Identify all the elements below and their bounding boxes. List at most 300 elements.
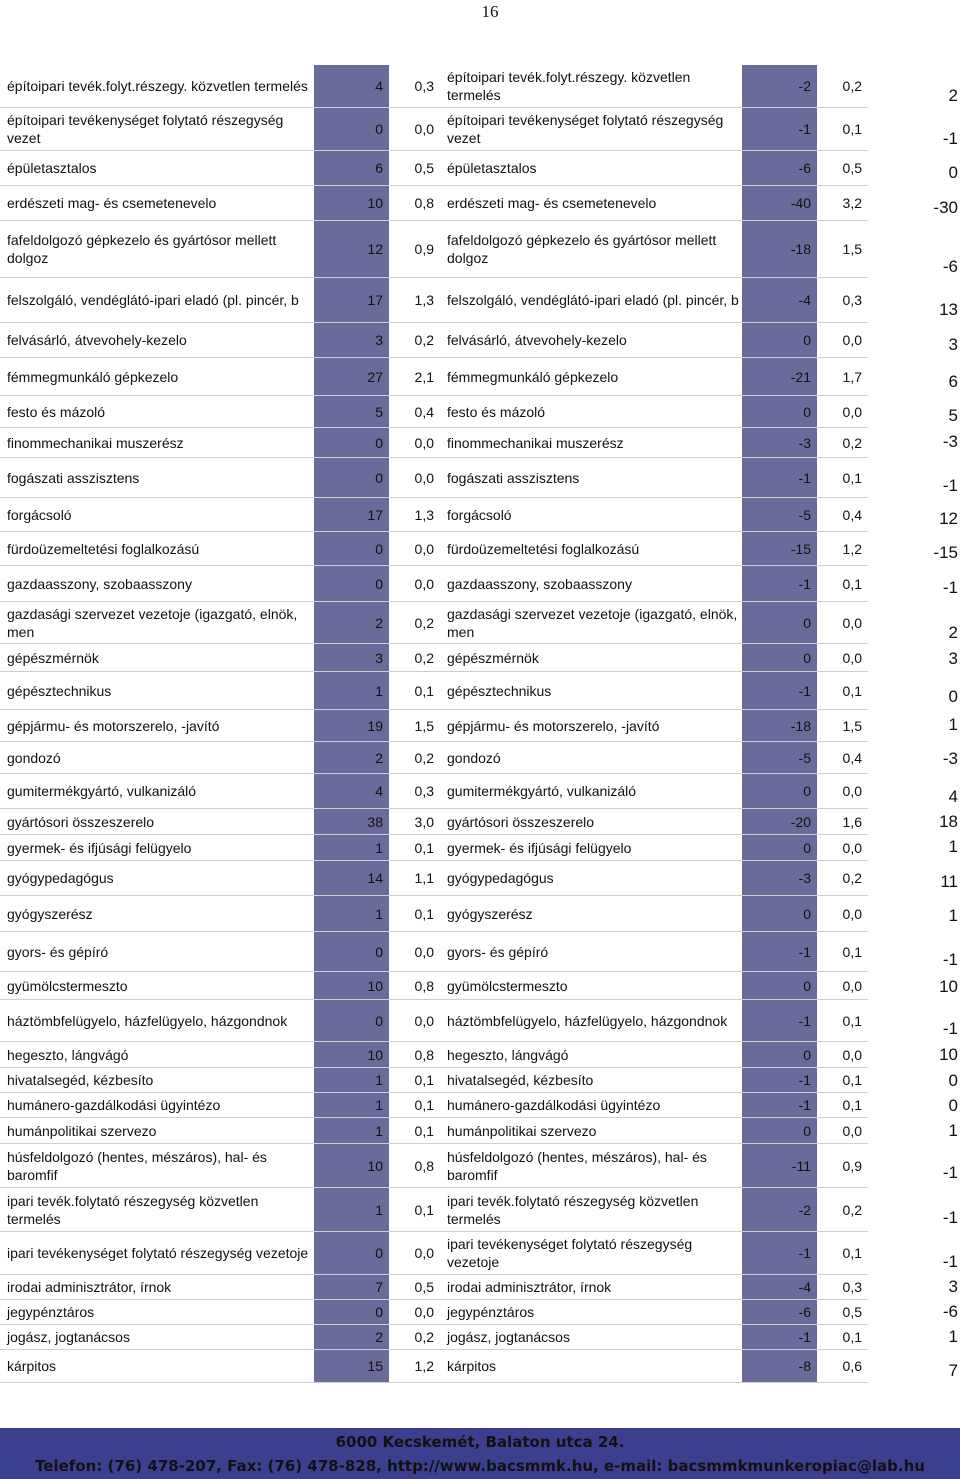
count-value: -1	[742, 1000, 817, 1041]
occupation-name: kárpitos	[447, 1358, 497, 1374]
occupation-name: kárpitos	[7, 1358, 57, 1374]
extra-value: 1	[948, 837, 958, 856]
count-value: -3	[742, 861, 817, 895]
left-table-row	[0, 1093, 440, 1118]
occupation-name: hegeszto, lángvágó	[447, 1046, 569, 1063]
occupation-name: humánero-gazdálkodási ügyintézo	[447, 1097, 661, 1113]
count-value: 3	[314, 644, 389, 671]
occupation-name: jegypénztáros	[447, 1304, 535, 1320]
percent-value: 0,0	[842, 1046, 862, 1063]
right-table-row	[440, 1068, 868, 1093]
count-value: -1	[742, 566, 817, 601]
percent-value: 0,1	[414, 1201, 434, 1218]
count-value: 1	[314, 1093, 389, 1117]
occupation-name: fafeldolgozó gépkezelo és gyártósor mellett dolgoz	[7, 232, 277, 266]
occupation-name: gumitermékgyártó, vulkanizáló	[7, 783, 197, 799]
left-table-row	[0, 396, 440, 428]
extra-value: -1	[942, 1208, 958, 1227]
extra-value: 18	[939, 812, 958, 831]
right-table-row	[440, 221, 868, 278]
count-value: 38	[314, 809, 389, 834]
occupation-name: ipari tevékenységet folytató részegység vezetoje	[7, 1245, 309, 1261]
left-table-row	[0, 602, 440, 644]
percent-value: 3,0	[414, 813, 434, 830]
percent-value: 0,0	[842, 403, 862, 420]
percent-value: 0,1	[842, 682, 862, 699]
right-table-row	[440, 1144, 868, 1188]
count-value: 0	[314, 932, 389, 971]
count-value: -8	[742, 1350, 817, 1382]
left-table-row	[0, 835, 440, 861]
occupation-name: gyártósori összeszerelo	[7, 813, 155, 830]
occupation-name: fémmegmunkáló gépkezelo	[447, 368, 619, 385]
percent-value: 1,3	[414, 506, 434, 523]
count-value: 1	[314, 896, 389, 931]
count-value: 0	[742, 896, 817, 931]
count-value: 17	[314, 498, 389, 531]
occupation-name: ipari tevék.folytató részegység közvetlen termelés	[447, 1192, 699, 1227]
extra-value: 3	[948, 335, 958, 354]
occupation-name: felvásárló, átvevohely-kezelo	[7, 332, 187, 348]
percent-value: 0,1	[414, 1072, 434, 1088]
count-value: -18	[742, 710, 817, 741]
occupation-name: fogászati asszisztens	[447, 469, 580, 486]
percent-value: 0,1	[414, 1097, 434, 1113]
count-value: -15	[742, 532, 817, 565]
occupation-name: hegeszto, lángvágó	[7, 1046, 129, 1063]
left-table-row	[0, 221, 440, 278]
right-table-row	[440, 428, 868, 458]
percent-value: 0,0	[842, 649, 862, 666]
percent-value: 0,2	[414, 1329, 434, 1345]
occupation-name: építoipari tevék.folyt.részegy. közvetlen termelés	[7, 78, 308, 94]
left-table-row	[0, 742, 440, 774]
left-table-row	[0, 1144, 440, 1188]
occupation-name: gondozó	[447, 749, 501, 766]
extra-value: 1	[948, 1327, 958, 1346]
percent-value: 0,5	[414, 1279, 434, 1295]
occupation-name: finommechanikai muszerész	[447, 434, 624, 451]
percent-value: 0,1	[842, 1012, 862, 1029]
percent-value: 0,0	[414, 469, 434, 486]
occupation-name: épületasztalos	[7, 160, 97, 176]
occupation-name: húsfeldolgozó (hentes, mészáros), hal- és baromfif	[7, 1148, 267, 1183]
left-table-row	[0, 644, 440, 672]
count-value: 2	[314, 742, 389, 773]
left-table-row	[0, 809, 440, 835]
count-value: -1	[742, 108, 817, 150]
extra-value: 6	[948, 372, 958, 391]
right-table-row	[440, 710, 868, 742]
percent-value: 0,1	[842, 1072, 862, 1088]
count-value: -21	[742, 358, 817, 395]
left-table-row	[0, 774, 440, 809]
count-value: -6	[742, 151, 817, 185]
percent-value: 0,2	[414, 649, 434, 666]
percent-value: 0,8	[414, 977, 434, 994]
count-value: 14	[314, 861, 389, 895]
count-value: 27	[314, 358, 389, 395]
extra-value: 4	[948, 787, 958, 806]
extra-value: -6	[942, 1302, 958, 1321]
left-table-row	[0, 566, 440, 602]
count-value: -5	[742, 498, 817, 531]
occupation-name: gépjármu- és motorszerelo, -javító	[447, 717, 660, 734]
count-value: 0	[742, 774, 817, 808]
percent-value: 1,1	[414, 870, 434, 886]
count-value: 0	[314, 108, 389, 150]
extra-value: -3	[942, 749, 958, 768]
occupation-name: gépésztechnikus	[7, 682, 112, 699]
occupation-name: gépészmérnök	[7, 649, 99, 666]
occupation-name: fürdoüzemeltetési foglalkozású	[7, 540, 200, 557]
count-value: 0	[742, 1118, 817, 1143]
extra-value: -3	[942, 432, 958, 451]
occupation-name: jogász, jogtanácsos	[7, 1329, 130, 1345]
occupation-name: irodai adminisztrátor, írnok	[447, 1279, 612, 1295]
percent-value: 0,0	[414, 1245, 434, 1261]
count-value: 2	[314, 602, 389, 643]
right-table-row	[440, 566, 868, 602]
right-table-row	[440, 835, 868, 861]
count-value: 0	[742, 1042, 817, 1067]
occupation-name: fémmegmunkáló gépkezelo	[7, 368, 179, 385]
occupation-name: húsfeldolgozó (hentes, mészáros), hal- és baromfif	[447, 1148, 707, 1183]
percent-value: 0,1	[842, 1329, 862, 1345]
left-table-row	[0, 1350, 440, 1383]
percent-value: 0,2	[414, 614, 434, 631]
percent-value: 0,3	[842, 1279, 862, 1295]
right-table-row	[440, 323, 868, 358]
percent-value: 1,2	[842, 540, 862, 557]
count-value: -5	[742, 742, 817, 773]
percent-value: 1,7	[842, 368, 862, 385]
occupation-name: festo és mázoló	[447, 403, 546, 420]
extra-value: -1	[942, 476, 958, 495]
extra-value: 10	[939, 977, 958, 996]
count-value: 0	[314, 1300, 389, 1324]
left-table-row	[0, 108, 440, 151]
right-table-row	[440, 1325, 868, 1350]
left-table-row	[0, 972, 440, 1000]
occupation-name: ipari tevék.folytató részegység közvetlen termelés	[7, 1192, 259, 1227]
count-value: -6	[742, 1300, 817, 1324]
occupation-name: festo és mázoló	[7, 403, 106, 420]
count-value: 1	[314, 1118, 389, 1143]
left-table-row	[0, 532, 440, 566]
occupation-name: gépjármu- és motorszerelo, -javító	[7, 717, 220, 734]
occupation-name: gazdasági szervezet vezetoje (igazgató, elnök, men	[7, 605, 298, 640]
percent-value: 0,1	[842, 575, 862, 592]
right-table-row	[440, 1118, 868, 1144]
right-table-row	[440, 932, 868, 972]
percent-value: 1,5	[414, 717, 434, 734]
right-table-row	[440, 498, 868, 532]
count-value: 6	[314, 151, 389, 185]
occupation-name: erdészeti mag- és csemetenevelo	[447, 195, 657, 211]
footer-contact: Telefon: (76) 478-207, Fax: (76) 478-828, http://www.bacsmmk.hu, e-mail: bacsmmkmunkeropiac@lab.hu	[35, 1457, 925, 1475]
right-table-row	[440, 458, 868, 498]
percent-value: 0,2	[842, 434, 862, 451]
extra-value: 2	[948, 623, 958, 642]
percent-value: 1,5	[842, 241, 862, 257]
occupation-name: forgácsoló	[447, 506, 512, 523]
occupation-name: háztömbfelügyelo, házfelügyelo, házgondnok	[447, 1012, 728, 1029]
occupation-name: gyógyszerész	[447, 905, 533, 922]
occupation-name: gyümölcstermeszto	[7, 977, 128, 994]
percent-value: 0,0	[414, 943, 434, 960]
percent-value: 0,1	[414, 905, 434, 922]
occupation-name: felszolgáló, vendéglátó-ipari eladó (pl. pincér, b	[447, 292, 739, 308]
occupation-name: gondozó	[7, 749, 61, 766]
extra-value: 0	[948, 687, 958, 706]
extra-value: -1	[942, 578, 958, 597]
extra-value: 3	[948, 1277, 958, 1296]
count-value: 2	[314, 1325, 389, 1349]
count-value: 4	[314, 65, 389, 107]
occupation-name: humánero-gazdálkodási ügyintézo	[7, 1097, 221, 1113]
count-value: -1	[742, 1068, 817, 1092]
count-value: 0	[742, 835, 817, 860]
count-value: -11	[742, 1144, 817, 1187]
percent-value: 0,0	[414, 540, 434, 557]
count-value: 12	[314, 221, 389, 277]
occupation-name: gazdaasszony, szobaasszony	[447, 575, 632, 592]
occupation-name: gyümölcstermeszto	[447, 977, 568, 994]
percent-value: 0,0	[842, 839, 862, 856]
count-value: 1	[314, 1188, 389, 1231]
percent-value: 0,4	[414, 403, 434, 420]
count-value: 1	[314, 1068, 389, 1092]
occupation-name: gyógypedagógus	[7, 870, 114, 886]
percent-value: 0,0	[842, 905, 862, 922]
occupation-name: ipari tevékenységet folytató részegység vezetoje	[447, 1236, 693, 1270]
percent-value: 0,1	[842, 1097, 862, 1113]
percent-value: 0,9	[842, 1157, 862, 1174]
percent-value: 1,6	[842, 813, 862, 830]
right-table-row	[440, 861, 868, 896]
occupation-name: fogászati asszisztens	[7, 469, 140, 486]
count-value: -4	[742, 1275, 817, 1299]
right-table-row	[440, 186, 868, 221]
percent-value: 0,0	[414, 1304, 434, 1320]
occupation-name: gazdasági szervezet vezetoje (igazgató, elnök, men	[447, 605, 738, 640]
occupation-name: hivatalsegéd, kézbesíto	[7, 1072, 154, 1088]
extra-value: -1	[942, 129, 958, 148]
right-table-row	[440, 1188, 868, 1232]
percent-value: 0,1	[414, 839, 434, 856]
occupation-name: gyártósori összeszerelo	[447, 813, 595, 830]
percent-value: 0,8	[414, 195, 434, 211]
count-value: 0	[314, 532, 389, 565]
right-table-row	[440, 774, 868, 809]
count-value: 19	[314, 710, 389, 741]
right-table-row	[440, 1275, 868, 1300]
occupation-name: fürdoüzemeltetési foglalkozású	[447, 540, 640, 557]
left-table-row	[0, 1232, 440, 1275]
percent-value: 0,8	[414, 1157, 434, 1174]
count-value: -18	[742, 221, 817, 277]
occupation-name: humánpolitikai szervezo	[7, 1122, 157, 1139]
occupation-name: épületasztalos	[447, 160, 537, 176]
percent-value: 1,5	[842, 717, 862, 734]
percent-value: 0,9	[414, 241, 434, 257]
extra-value: 11	[940, 872, 958, 891]
right-table-row	[440, 672, 868, 710]
occupation-name: erdészeti mag- és csemetenevelo	[7, 195, 217, 211]
percent-value: 0,0	[414, 121, 434, 137]
left-table-row	[0, 1188, 440, 1232]
count-value: -1	[742, 932, 817, 971]
footer-address: 6000 Kecskemét, Balaton utca 24.	[335, 1433, 625, 1451]
left-table-row	[0, 323, 440, 358]
percent-value: 1,2	[414, 1358, 434, 1374]
count-value: 1	[314, 672, 389, 709]
extra-value: 7	[948, 1361, 958, 1380]
extra-value: 1	[948, 906, 958, 925]
count-value: -4	[742, 278, 817, 322]
percent-value: 0,3	[414, 78, 434, 94]
percent-value: 0,2	[414, 332, 434, 348]
count-value: 0	[742, 602, 817, 643]
extra-value: 13	[939, 300, 958, 319]
percent-value: 0,1	[842, 943, 862, 960]
percent-value: 0,2	[842, 78, 862, 94]
percent-value: 0,0	[842, 783, 862, 799]
count-value: 0	[742, 396, 817, 427]
percent-value: 3,2	[842, 195, 862, 211]
occupation-name: gyógyszerész	[7, 905, 93, 922]
occupation-name: gyermek- és ifjúsági felügyelo	[7, 839, 192, 856]
left-table-row	[0, 428, 440, 458]
percent-value: 0,1	[842, 121, 862, 137]
left-table-row	[0, 1000, 440, 1042]
percent-value: 0,2	[414, 749, 434, 766]
count-value: 4	[314, 774, 389, 808]
percent-value: 1,3	[414, 292, 434, 308]
left-table-row	[0, 186, 440, 221]
occupation-name: építoipari tevékenységet folytató részegység vezet	[447, 112, 724, 146]
left-table-row	[0, 1118, 440, 1144]
count-value: 10	[314, 1042, 389, 1067]
percent-value: 0,4	[842, 506, 862, 523]
percent-value: 0,2	[842, 1201, 862, 1218]
extra-value: -6	[942, 257, 958, 276]
count-value: 7	[314, 1275, 389, 1299]
percent-value: 0,3	[842, 292, 862, 308]
percent-value: 0,5	[842, 1304, 862, 1320]
right-table-row	[440, 1042, 868, 1068]
count-value: 17	[314, 278, 389, 322]
count-value: 0	[314, 566, 389, 601]
percent-value: 0,5	[842, 160, 862, 176]
left-table-row	[0, 1042, 440, 1068]
occupation-name: irodai adminisztrátor, írnok	[7, 1279, 172, 1295]
occupation-name: gyors- és gépíró	[7, 943, 109, 960]
count-value: -1	[742, 672, 817, 709]
right-table-row	[440, 1093, 868, 1118]
extra-value: 1	[948, 1121, 958, 1140]
occupation-name: gyógypedagógus	[447, 870, 554, 886]
percent-value: 0,0	[842, 614, 862, 631]
extra-value: 1	[948, 715, 958, 734]
percent-value: 2,1	[414, 368, 434, 385]
left-table-row	[0, 1068, 440, 1093]
left-table-row	[0, 932, 440, 972]
occupation-name: forgácsoló	[7, 506, 72, 523]
percent-value: 0,8	[414, 1046, 434, 1063]
right-table-row	[440, 108, 868, 151]
occupation-name: humánpolitikai szervezo	[447, 1122, 597, 1139]
left-table-row	[0, 458, 440, 498]
count-value: 0	[314, 1000, 389, 1041]
percent-value: 0,1	[842, 1245, 862, 1261]
occupation-name: gépésztechnikus	[447, 682, 552, 699]
occupation-name: felvásárló, átvevohely-kezelo	[447, 332, 627, 348]
extra-value: -1	[942, 1019, 958, 1038]
count-value: 10	[314, 186, 389, 220]
percent-value: 0,3	[414, 783, 434, 799]
right-table-row	[440, 1300, 868, 1325]
left-table-row	[0, 1275, 440, 1300]
percent-value: 0,5	[414, 160, 434, 176]
right-table-row	[440, 532, 868, 566]
right-table-row	[440, 1350, 868, 1383]
occupation-name: gépészmérnök	[447, 649, 539, 666]
count-value: -2	[742, 65, 817, 107]
left-table-row	[0, 65, 440, 108]
percent-value: 0,1	[414, 1122, 434, 1139]
occupation-name: felszolgáló, vendéglátó-ipari eladó (pl. pincér, b	[7, 292, 299, 308]
extra-value: 3	[948, 649, 958, 668]
left-table-row	[0, 358, 440, 396]
occupation-name: jegypénztáros	[7, 1304, 95, 1320]
count-value: 10	[314, 1144, 389, 1187]
count-value: 5	[314, 396, 389, 427]
right-table-row	[440, 644, 868, 672]
right-table-row	[440, 358, 868, 396]
count-value: 0	[742, 644, 817, 671]
count-value: -1	[742, 1325, 817, 1349]
right-table-row	[440, 742, 868, 774]
right-table-row	[440, 896, 868, 932]
percent-value: 0,0	[842, 332, 862, 348]
left-table-row	[0, 1300, 440, 1325]
occupation-name: gazdaasszony, szobaasszony	[7, 575, 192, 592]
percent-value: 0,1	[842, 469, 862, 486]
occupation-name: gumitermékgyártó, vulkanizáló	[447, 783, 637, 799]
left-table-row	[0, 278, 440, 323]
percent-value: 0,6	[842, 1358, 862, 1374]
extra-value: -1	[942, 950, 958, 969]
extra-value: 2	[948, 86, 958, 105]
left-table-row	[0, 710, 440, 742]
right-table-row	[440, 972, 868, 1000]
right-table-row	[440, 1000, 868, 1042]
right-table-row	[440, 151, 868, 186]
right-table-row	[440, 278, 868, 323]
extra-value: -1	[942, 1252, 958, 1271]
percent-value: 0,4	[842, 749, 862, 766]
left-table-row	[0, 498, 440, 532]
percent-value: 0,0	[414, 1012, 434, 1029]
extra-value: 5	[948, 406, 958, 425]
count-value: -20	[742, 809, 817, 834]
left-table-row	[0, 672, 440, 710]
count-value: 3	[314, 323, 389, 357]
count-value: 0	[314, 1232, 389, 1274]
count-value: 0	[742, 323, 817, 357]
